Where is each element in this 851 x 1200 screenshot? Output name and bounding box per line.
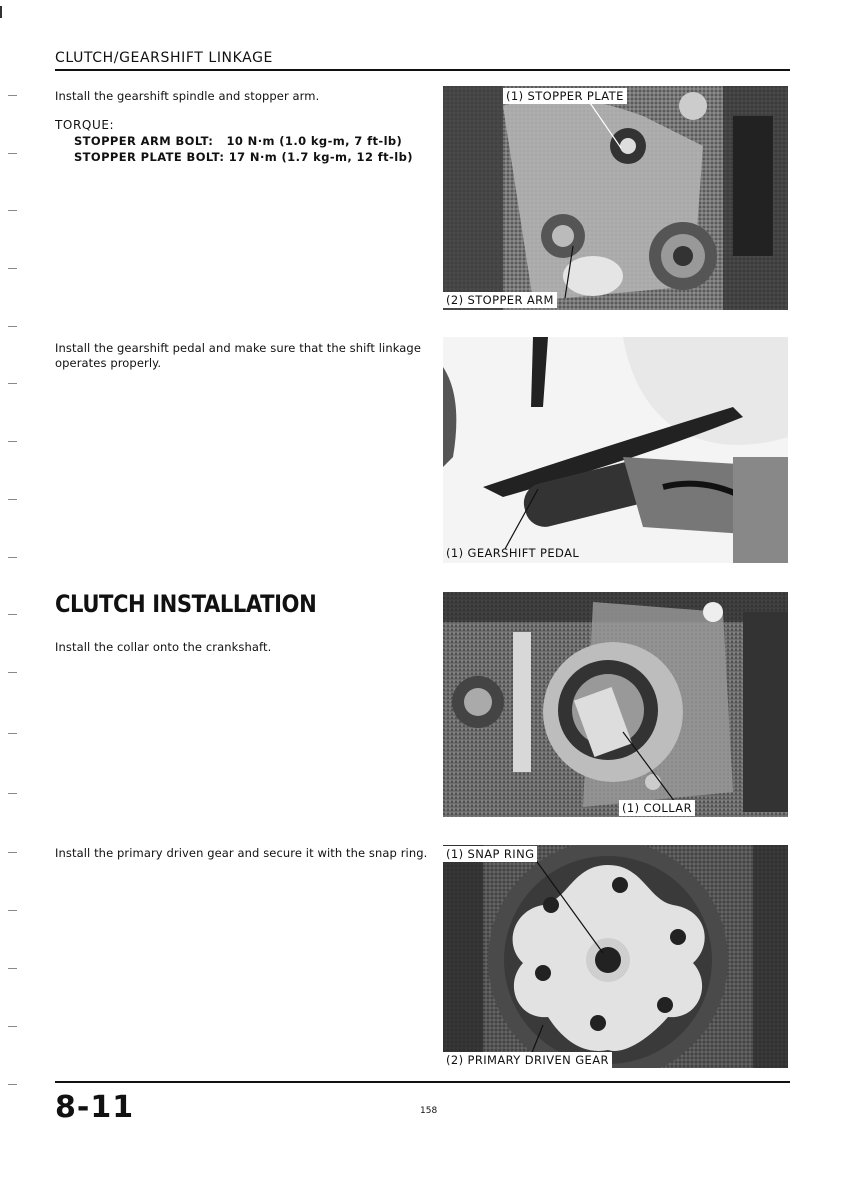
edge-tick <box>8 499 17 500</box>
callout-primary-driven-gear: (2) PRIMARY DRIVEN GEAR <box>443 1052 612 1068</box>
footer-rule <box>55 1081 790 1083</box>
step-3-instruction: Install the collar onto the crankshaft. <box>55 640 272 654</box>
callout-stopper-arm: (2) STOPPER ARM <box>443 292 557 308</box>
scan-mark <box>0 6 2 18</box>
step-2-instruction-line2: operates properly. <box>55 356 162 370</box>
step-2-instruction-line1: Install the gearshift pedal and make sure that the shift linkage <box>55 341 421 355</box>
section-heading: CLUTCH INSTALLATION <box>55 590 317 618</box>
callout-stopper-plate: (1) STOPPER PLATE <box>503 88 627 104</box>
header-rule <box>55 69 790 71</box>
edge-tick <box>8 383 17 384</box>
edge-tick <box>8 733 17 734</box>
edge-tick <box>8 614 17 615</box>
page-number: 8-11 <box>55 1090 135 1125</box>
edge-tick <box>8 557 17 558</box>
torque-stopper-arm: STOPPER ARM BOLT: 10 N·m (1.0 kg-m, 7 ft-lb) <box>74 134 403 148</box>
callout-collar: (1) COLLAR <box>619 800 695 816</box>
step-1-instruction: Install the gearshift spindle and stopper arm. <box>55 89 320 103</box>
edge-tick <box>8 1084 17 1085</box>
photo-collar <box>443 592 788 817</box>
edge-tick <box>8 793 17 794</box>
step-4-instruction: Install the primary driven gear and secure it with the snap ring. <box>55 846 428 860</box>
edge-tick <box>8 153 17 154</box>
edge-tick <box>8 672 17 673</box>
edge-tick <box>8 326 17 327</box>
scan-page-number: 158 <box>420 1106 438 1116</box>
callout-gearshift-pedal: (1) GEARSHIFT PEDAL <box>446 546 580 560</box>
edge-tick <box>8 852 17 853</box>
torque-stopper-plate: STOPPER PLATE BOLT: 17 N·m (1.7 kg-m, 12 ft-lb) <box>74 150 413 164</box>
torque-label: TORQUE: <box>55 118 115 132</box>
photo-gearshift-pedal <box>443 337 788 563</box>
photo-primary-driven-gear <box>443 845 788 1068</box>
edge-tick <box>8 210 17 211</box>
edge-tick <box>8 910 17 911</box>
edge-tick <box>8 1026 17 1027</box>
edge-tick <box>8 268 17 269</box>
edge-tick <box>8 968 17 969</box>
photo-stopper-assembly <box>443 86 788 310</box>
section-title: CLUTCH/GEARSHIFT LINKAGE <box>55 50 273 66</box>
edge-tick <box>8 441 17 442</box>
callout-snap-ring: (1) SNAP RING <box>443 846 537 862</box>
edge-tick <box>8 95 17 96</box>
